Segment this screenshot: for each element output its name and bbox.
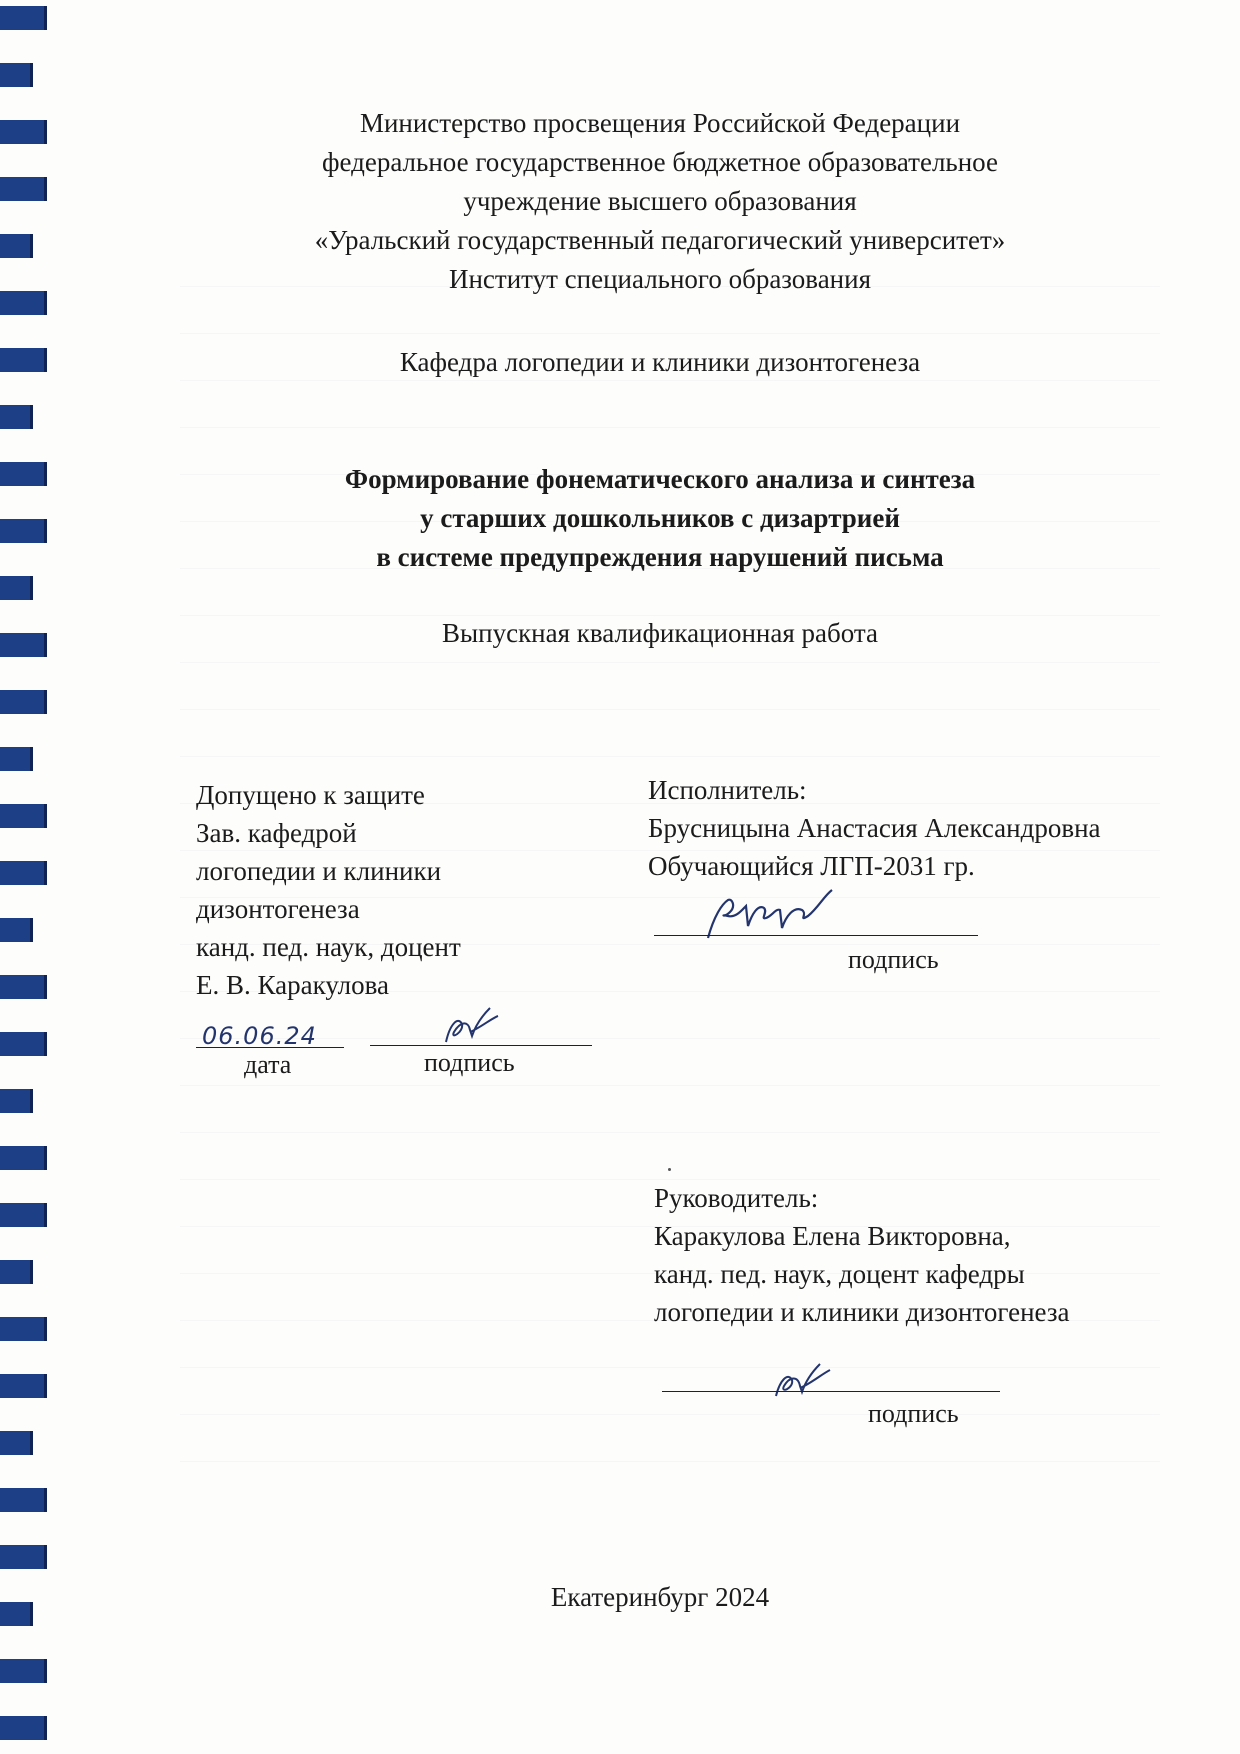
bleed-line — [180, 1086, 1160, 1133]
binding-tab — [0, 1545, 47, 1569]
ministry-line: Министерство просвещения Российской Федерации — [359, 108, 961, 138]
handwritten-date: 06.06.24 — [202, 1022, 317, 1050]
binding-tab — [0, 747, 33, 771]
binding-tab — [0, 1431, 33, 1455]
supervisor-block — [654, 1179, 1070, 1331]
supervisor-role: Руководитель: — [654, 1183, 819, 1213]
university-type-line-2: учреждение высшего образования — [463, 186, 857, 216]
binding-tab — [0, 1260, 33, 1284]
city-year: Екатеринбург 2024 — [550, 1582, 770, 1612]
executor-signature-icon — [702, 886, 842, 948]
work-type: Выпускная квалификационная работа — [441, 618, 879, 648]
executor-group: Обучающийся ЛГП-2031 гр. — [648, 851, 975, 881]
supervisor-position-2: логопедии и клиники дизонтогенеза — [654, 1297, 1070, 1327]
executor-signature-line — [654, 935, 978, 936]
binding-tab — [0, 291, 47, 315]
binding-tab — [0, 63, 33, 87]
admission-line-6: Е. В. Каракулова — [196, 970, 390, 1000]
university-type-line: федеральное государственное бюджетное образовательное — [321, 147, 998, 177]
binding-tab — [0, 1716, 47, 1740]
executor-signature-label: подпись — [848, 945, 939, 974]
ink-dot — [668, 1168, 671, 1171]
date-line — [196, 1047, 344, 1048]
admission-signature-line — [370, 1045, 592, 1046]
binding-tab — [0, 462, 47, 486]
bleed-line — [180, 1133, 1160, 1180]
supervisor-signature-label: подпись — [868, 1399, 959, 1428]
binding-tab — [0, 690, 47, 714]
binding-tab — [0, 918, 33, 942]
binding-tab — [0, 633, 47, 657]
binding-tab — [0, 177, 47, 201]
binding-tab — [0, 1203, 47, 1227]
binding-tab — [0, 519, 47, 543]
binding-tab — [0, 405, 33, 429]
admission-line-5: канд. пед. наук, доцент — [196, 932, 461, 962]
supervisor-name: Каракулова Елена Викторовна, — [654, 1221, 1011, 1251]
executor-block — [648, 771, 1101, 885]
binding-tab — [0, 576, 33, 600]
university-name: «Уральский государственный педагогический университет» — [314, 225, 1006, 255]
date-label: дата — [244, 1050, 292, 1079]
binding-strip — [0, 0, 48, 1754]
binding-tab — [0, 1317, 47, 1341]
binding-tab — [0, 1659, 47, 1683]
title-line-3: в системе предупреждения нарушений письма — [376, 542, 944, 572]
executor-role: Исполнитель: — [648, 775, 807, 805]
supervisor-signature-icon — [770, 1358, 846, 1408]
admission-line-4: дизонтогенеза — [196, 894, 360, 924]
binding-tab — [0, 120, 47, 144]
bleed-line — [180, 710, 1160, 757]
institute-name: Институт специального образования — [448, 264, 872, 294]
title-line-1: Формирование фонематического анализа и синтеза — [344, 464, 976, 494]
binding-tab — [0, 1146, 47, 1170]
binding-tab — [0, 861, 47, 885]
admission-line-2: Зав. кафедрой — [196, 818, 357, 848]
bleed-line — [180, 663, 1160, 710]
thesis-title — [180, 460, 1140, 577]
binding-tab — [0, 6, 47, 30]
institution-header — [180, 104, 1140, 299]
bleed-line — [180, 381, 1160, 428]
admission-line-1: Допущено к защите — [196, 780, 425, 810]
binding-tab — [0, 348, 47, 372]
supervisor-position-1: канд. пед. наук, доцент кафедры — [654, 1259, 1025, 1289]
title-line-2: у старших дошкольников с дизартрией — [420, 503, 900, 533]
binding-tab — [0, 234, 33, 258]
admission-block — [196, 776, 461, 1004]
admission-signature-icon — [440, 1002, 520, 1054]
admission-line-3: логопедии и клиники — [196, 856, 442, 886]
binding-tab — [0, 1488, 47, 1512]
binding-tab — [0, 804, 47, 828]
supervisor-signature-line — [662, 1391, 1000, 1392]
binding-tab — [0, 1602, 33, 1626]
chair-name: Кафедра логопедии и клиники дизонтогенеза — [399, 347, 921, 377]
admission-signature-label: подпись — [424, 1048, 515, 1077]
binding-tab — [0, 975, 47, 999]
binding-tab — [0, 1374, 47, 1398]
binding-tab — [0, 1089, 33, 1113]
binding-tab — [0, 1032, 47, 1056]
executor-name: Брусницына Анастасия Александровна — [648, 813, 1101, 843]
bleed-line — [180, 1415, 1160, 1462]
